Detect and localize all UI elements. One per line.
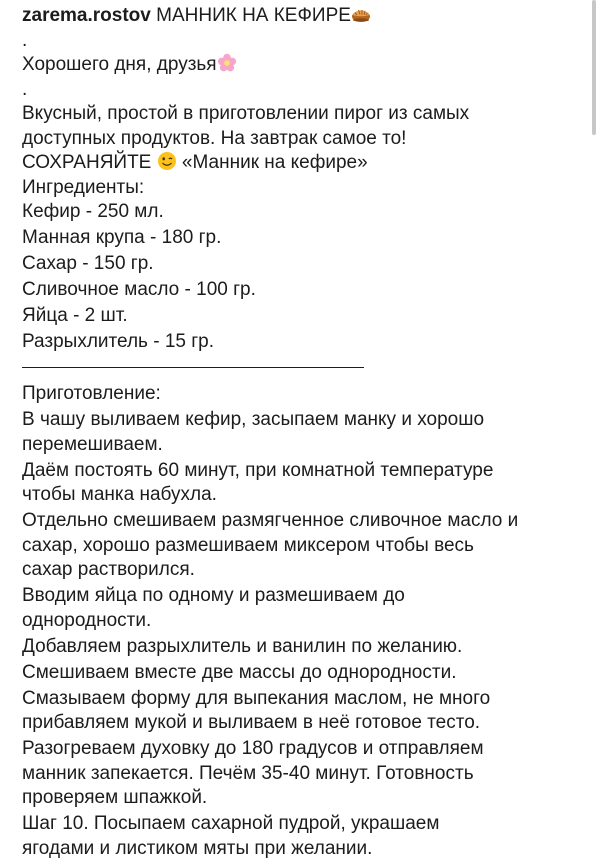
step-text: Вводим яйца по одному и размешиваем до	[22, 585, 405, 606]
step-item	[22, 584, 582, 633]
ingredient-item: Сахар - 150 гр.	[22, 253, 154, 274]
step-text: ягодами и листиком мяты при желании.	[22, 837, 373, 859]
step-text: однородности.	[22, 609, 152, 631]
preparation-heading: Приготовление:	[22, 383, 161, 404]
step-text: Шаг 10. Посыпаем сахарной пудрой, украшаем	[22, 813, 440, 834]
pie-icon	[351, 4, 371, 24]
step-text: манник запекается. Печём 35-40 минут. Готовность	[22, 762, 474, 784]
username-link[interactable]: zarema.rostov	[22, 5, 151, 26]
wink-icon	[157, 151, 177, 171]
step-item	[22, 737, 582, 811]
step-text: Разогреваем духовку до 180 градусов и отправляем	[22, 738, 484, 759]
save-recipe-name: «Манник на кефире»	[181, 152, 368, 173]
step-text: сахар растворился.	[22, 559, 195, 580]
step-text: проверяем шпажкой.	[22, 787, 208, 808]
ingredient-item: Яйца - 2 шт.	[22, 305, 128, 326]
intro-text: доступных продуктов. На завтрак самое то!	[22, 127, 407, 149]
step-text: Добавляем разрыхлитель и ванилин по желанию.	[22, 635, 463, 657]
step-text: Смешиваем вместе две массы до однородности.	[22, 661, 457, 683]
step-text: сахар, хорошо размешиваем миксером чтобы весь	[22, 534, 474, 556]
step-item	[22, 408, 582, 457]
step-text: Отдельно смешиваем размягченное сливочное масло и	[22, 510, 519, 531]
ingredient-item: Манная крупа - 180 гр.	[22, 227, 222, 248]
intro-text: Вкусный, простой в приготовлении пирог из самых	[22, 103, 470, 124]
post-caption	[22, 4, 582, 863]
step-item	[22, 635, 582, 660]
post-title: МАННИК НА КЕФИРЕ	[156, 5, 351, 26]
step-item	[22, 509, 582, 583]
ingredient-item: Разрыхлитель - 15 гр.	[22, 331, 215, 352]
separator-dot: .	[22, 29, 28, 51]
step-item	[22, 661, 582, 686]
caption-title-line	[22, 4, 582, 29]
step-item	[22, 687, 582, 736]
separator-dot: .	[22, 78, 28, 100]
step-item	[22, 459, 582, 508]
ingredient-item: Кефир - 250 мл.	[22, 201, 164, 222]
divider-line	[22, 367, 364, 369]
step-text: чтобы манка набухла.	[22, 484, 217, 505]
step-text: Даём постоять 60 минут, при комнатной температуре	[22, 459, 494, 481]
ingredient-item: Сливочное масло - 100 гр.	[22, 279, 256, 300]
step-text: В чашу выливаем кефир, засыпаем манку и хорошо	[22, 409, 485, 430]
ingredients-heading: Ингредиенты:	[22, 176, 145, 198]
scrollbar[interactable]	[592, 0, 596, 135]
greeting-line	[22, 53, 582, 78]
step-text: перемешиваем.	[22, 433, 163, 455]
save-call-line	[22, 151, 582, 176]
save-call-text: СОХРАНЯЙТЕ	[22, 152, 152, 173]
greeting-text: Хорошего дня, друзья	[22, 54, 217, 75]
flower-icon	[217, 53, 237, 73]
step-text: прибавляем мукой и выливаем в неё готовое тесто.	[22, 712, 481, 733]
step-item	[22, 812, 582, 861]
step-text: Смазываем форму для выпекания маслом, не много	[22, 687, 491, 709]
